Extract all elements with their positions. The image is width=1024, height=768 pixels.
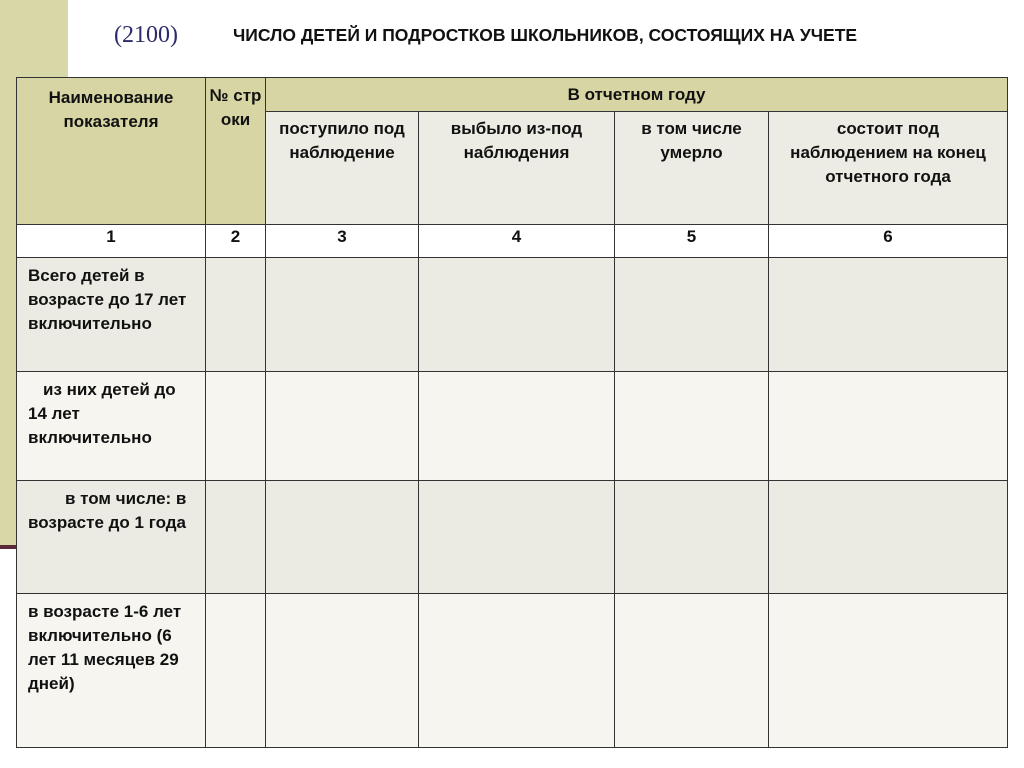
table-cell	[615, 258, 769, 372]
table-cell	[419, 372, 615, 481]
table-cell	[206, 594, 266, 748]
table-cell	[419, 594, 615, 748]
side-decor-line	[0, 545, 16, 549]
table-cell	[206, 258, 266, 372]
header-reporting-year: В отчетном году	[266, 78, 1008, 112]
table-cell	[266, 258, 419, 372]
column-number-1: 1	[17, 225, 206, 258]
row-label-under-14: из них детей до 14 лет включительно	[17, 372, 206, 481]
column-number-2: 2	[206, 225, 266, 258]
table-cell	[769, 258, 1008, 372]
table-cell	[615, 594, 769, 748]
column-number-6: 6	[769, 225, 1008, 258]
column-number-5: 5	[615, 225, 769, 258]
form-code: (2100)	[114, 22, 178, 48]
table-cell	[206, 481, 266, 594]
table-row	[17, 481, 1008, 594]
header-dropped-out: выбыло из-под наблюдения	[419, 112, 615, 225]
row-label-under-1: в том числе: в возрасте до 1 года	[17, 481, 206, 594]
column-number-4: 4	[419, 225, 615, 258]
header-row-number: № стр оки	[206, 78, 266, 225]
page-title: ЧИСЛО ДЕТЕЙ И ПОДРОСТКОВ ШКОЛЬНИКОВ, СОСТОЯЩИХ НА УЧЕТЕ	[233, 25, 858, 45]
table-cell	[615, 372, 769, 481]
row-label-age-1-6: в возрасте 1-6 лет включительно (6 лет 11 месяцев 29 дней)	[17, 594, 206, 748]
table-cell	[266, 481, 419, 594]
row-label-total-under-17: Всего детей в возрасте до 17 лет включительно	[17, 258, 206, 372]
table-cell	[419, 481, 615, 594]
column-number-3: 3	[266, 225, 419, 258]
table-cell	[266, 594, 419, 748]
table-cell	[769, 372, 1008, 481]
table-cell	[266, 372, 419, 481]
table-row	[17, 594, 1008, 748]
table-row	[17, 372, 1008, 481]
table-row	[17, 258, 1008, 372]
header-under-observation: состоит под наблюдением на конец отчетного года	[769, 112, 1008, 225]
table-cell	[769, 481, 1008, 594]
header-admitted: поступило под наблюдение	[266, 112, 419, 225]
table-cell	[615, 481, 769, 594]
data-table	[16, 77, 1008, 748]
table-cell	[769, 594, 1008, 748]
table-cell	[206, 372, 266, 481]
header-indicator-name: Наименование показателя	[17, 78, 206, 225]
header-died: в том числе умерло	[615, 112, 769, 225]
table-cell	[419, 258, 615, 372]
